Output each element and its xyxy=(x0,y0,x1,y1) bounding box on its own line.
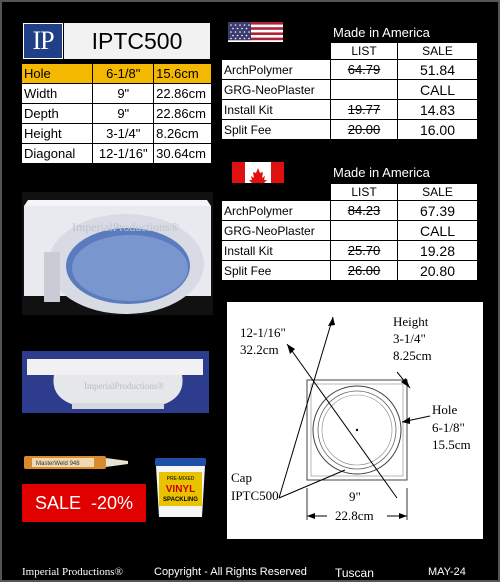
logo-text: IP xyxy=(32,26,54,55)
price-item-name: Split Fee xyxy=(222,261,331,281)
price-row xyxy=(222,261,478,281)
spec-imperial: 6-1/8" xyxy=(93,64,154,84)
watermark-text: ImperialProductions® xyxy=(72,220,180,234)
price-sale-value: CALL xyxy=(398,80,478,100)
price-item-name: GRG-NeoPlaster xyxy=(222,221,331,241)
price-sale-value: 19.28 xyxy=(398,241,478,261)
price-list-value: 84.23 xyxy=(331,201,398,221)
list-column-header: LIST xyxy=(331,43,398,60)
price-list-value: 20.00 xyxy=(331,120,398,140)
price-item-name: ArchPolymer xyxy=(222,60,331,80)
footer-date: MAY-24 xyxy=(428,566,466,578)
price-row xyxy=(222,100,478,120)
price-item-name: Install Kit xyxy=(222,100,331,120)
height-label: Height xyxy=(393,314,429,329)
footer-brand: Imperial Productions® xyxy=(22,566,123,578)
sale-badge xyxy=(22,484,146,522)
cap-label: Cap xyxy=(231,470,252,485)
sale-column-header: SALE xyxy=(398,43,478,60)
footer-style: Tuscan xyxy=(335,566,374,580)
spec-imperial: 9" xyxy=(93,104,154,124)
sale-column-header: SALE xyxy=(398,184,478,201)
spec-metric: 30.64cm xyxy=(154,144,212,164)
tube-label: MasterWeld 948 xyxy=(36,461,80,467)
sale-badge-text: SALE -20% xyxy=(34,492,134,513)
price-item-name: ArchPolymer xyxy=(222,201,331,221)
price-list-value: 19.77 xyxy=(331,100,398,120)
caulk-tube-image xyxy=(22,448,130,478)
footer xyxy=(2,560,500,584)
bucket-line3: SPACKLING xyxy=(163,497,198,503)
price-list-value: 26.00 xyxy=(331,261,398,281)
spec-label: Depth xyxy=(22,104,93,124)
price-row xyxy=(222,241,478,261)
model-title: IPTC500 xyxy=(91,27,183,54)
dimension-diagram xyxy=(227,302,483,539)
price-row xyxy=(222,80,478,100)
price-sale-value: 51.84 xyxy=(398,60,478,80)
hole-metric-label: 15.5cm xyxy=(432,437,471,452)
price-item-name: Split Fee xyxy=(222,120,331,140)
spec-label: Hole xyxy=(22,64,93,84)
spec-row-hole xyxy=(22,64,212,84)
price-list-value: 64.79 xyxy=(331,60,398,80)
bucket-line1: PRE-MIXED xyxy=(166,476,195,482)
price-header-blank xyxy=(222,184,331,201)
height-metric-label: 8.25cm xyxy=(393,348,432,363)
us-price-title: Made in America xyxy=(333,25,430,40)
spec-label: Height xyxy=(22,124,93,144)
price-list-value: 25.70 xyxy=(331,241,398,261)
price-list-value xyxy=(331,80,398,100)
model-title-box xyxy=(64,23,210,59)
spec-row-width xyxy=(22,84,212,104)
hole-label: Hole xyxy=(432,402,458,417)
diagonal-imperial-label: 12-1/16" xyxy=(240,325,286,340)
price-list-value xyxy=(331,221,398,241)
ca-price-title: Made in America xyxy=(333,165,430,180)
price-sale-value: 14.83 xyxy=(398,100,478,120)
spec-imperial: 9" xyxy=(93,84,154,104)
price-header-row xyxy=(222,184,478,201)
spackling-bucket-image xyxy=(153,456,208,519)
price-row xyxy=(222,201,478,221)
spec-metric: 15.6cm xyxy=(154,64,212,84)
ca-price-table xyxy=(221,183,478,281)
spec-imperial: 3-1/4" xyxy=(93,124,154,144)
cap-model-label: IPTC500 xyxy=(231,488,279,503)
product-photo-side xyxy=(22,351,209,413)
price-row xyxy=(222,60,478,80)
list-column-header: LIST xyxy=(331,184,398,201)
width-imperial-label: 9" xyxy=(349,489,361,504)
width-metric-label: 22.8cm xyxy=(335,508,374,523)
footer-copyright: Copyright - All Rights Reserved xyxy=(154,566,307,578)
price-sale-value: 16.00 xyxy=(398,120,478,140)
spec-metric: 8.26cm xyxy=(154,124,212,144)
spec-row-diagonal xyxy=(22,144,212,164)
spec-label: Width xyxy=(22,84,93,104)
spec-row-depth xyxy=(22,104,212,124)
price-item-name: GRG-NeoPlaster xyxy=(222,80,331,100)
us-price-table xyxy=(221,42,478,140)
price-row xyxy=(222,221,478,241)
price-row xyxy=(222,120,478,140)
spec-metric: 22.86cm xyxy=(154,84,212,104)
height-imperial-label: 3-1/4" xyxy=(393,331,426,346)
product-photo-top xyxy=(22,192,213,315)
spec-imperial: 12-1/16" xyxy=(93,144,154,164)
spec-row-height xyxy=(22,124,212,144)
bucket-line2: VINYL xyxy=(165,484,196,495)
diagonal-metric-label: 32.2cm xyxy=(240,342,279,357)
spec-label: Diagonal xyxy=(22,144,93,164)
watermark-text: ImperialProductions® xyxy=(84,381,165,391)
brand-logo xyxy=(23,23,63,59)
price-header-blank xyxy=(222,43,331,60)
price-sale-value: 67.39 xyxy=(398,201,478,221)
price-sale-value: 20.80 xyxy=(398,261,478,281)
hole-imperial-label: 6-1/8" xyxy=(432,420,465,435)
price-item-name: Install Kit xyxy=(222,241,331,261)
price-sale-value: CALL xyxy=(398,221,478,241)
price-header-row xyxy=(222,43,478,60)
spec-table xyxy=(21,63,212,164)
spec-metric: 22.86cm xyxy=(154,104,212,124)
